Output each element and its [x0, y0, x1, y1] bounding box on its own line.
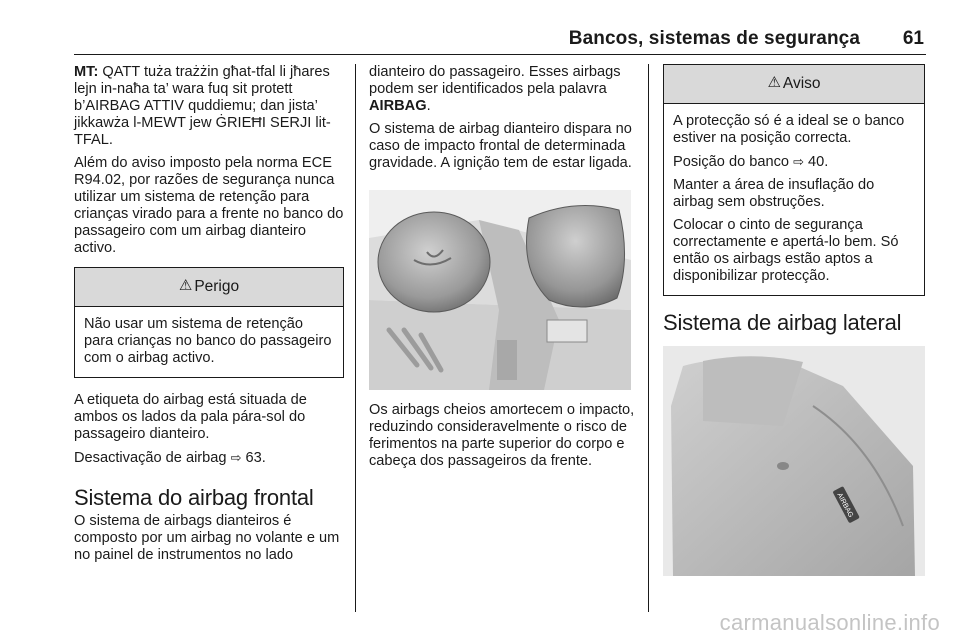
column-divider-right	[648, 64, 649, 612]
notice-box-title: Aviso	[782, 75, 821, 92]
seat-position-page-link[interactable]: 40.	[808, 154, 829, 170]
deactivation-text: Desactivação de airbag	[74, 450, 231, 466]
airbag-word: AIRBAG	[369, 98, 427, 114]
notice-box-header	[664, 65, 924, 104]
danger-box-header	[75, 268, 343, 307]
deactivation-paragraph	[74, 449, 344, 467]
notice-seat-position	[673, 153, 916, 171]
danger-box	[74, 267, 344, 378]
seat-button	[777, 462, 789, 470]
airbag-trigger-paragraph: O sistema de airbag dianteiro dispara no caso de impacto frontal de determinada gravidade. A ignição tem de estar ligada.	[369, 121, 632, 171]
ece-paragraph: Além do aviso imposto pela norma ECE R94.02, por razões de segurança nunca utilizar um sistema de retenção para crianças virado para a frente no banco do passageiro com um airbag dianteiro activo.	[74, 155, 344, 256]
page-header-title: Bancos, sistemas de segurança	[568, 28, 860, 49]
page-ref-arrow-icon: ⇨	[230, 450, 242, 465]
airbag-cushion-paragraph: Os airbags cheios amortecem o impacto, reduzindo consideravelmente o risco de ferimentos na parte superior do corpo e cabeça dos passageiros da frente.	[369, 402, 635, 469]
warning-triangle-icon: ⚠	[767, 74, 781, 91]
danger-box-body	[75, 307, 343, 377]
airbag-identification-text: dianteiro do passageiro. Esses airbags podem ser identificados pela palavra	[369, 64, 621, 97]
warning-triangle-icon: ⚠	[178, 277, 193, 294]
notice-seat-belt: Colocar o cinto de segurança correctamente e apertá-lo bem. Só então os airbags estão aptos a disponibilizar protecção.	[673, 217, 899, 284]
airbag-identification-paragraph	[369, 64, 637, 115]
side-airbag-tag-label: AIRBAG	[835, 492, 855, 519]
gear-lever	[497, 340, 517, 380]
mt-warning-paragraph	[74, 64, 344, 149]
page-number: 61	[902, 28, 924, 49]
notice-protection-text: A protecção só é a ideal se o banco estiver na posição correcta.	[673, 113, 905, 146]
airbag-identification-suffix: .	[426, 98, 431, 114]
airbag-label-paragraph: A etiqueta do airbag está situada de ambos os lados da pala pára-sol do passageiro dianteiro.	[74, 392, 307, 442]
column-middle	[369, 64, 637, 476]
column-right	[663, 64, 925, 588]
danger-box-text: Não usar um sistema de retenção para crianças no banco do passageiro com o airbag activo.	[84, 316, 332, 366]
header-rule	[74, 54, 926, 55]
deactivation-page-link[interactable]: 63.	[245, 450, 266, 466]
frontal-airbag-intro: O sistema de airbags dianteiros é composto por um airbag no volante e um no painel de instrumentos no lado	[74, 513, 340, 563]
mt-text: QATT tuża trażżin għat-tfal li jħares lejn in-naħa ta’ wara fuq sit protett b’AIRBAG ATTIV quddiemu; dan jista’ jikkawża l-MEWT jew ĠRIEĦI SERJI lit-TFAL.	[74, 64, 331, 148]
console-panel	[547, 320, 587, 342]
column-left	[74, 64, 344, 570]
column-divider-left	[355, 64, 356, 612]
frontal-airbag-heading: Sistema do airbag frontal	[74, 485, 314, 510]
notice-box	[663, 64, 925, 296]
danger-box-title: Perigo	[194, 278, 240, 295]
page-ref-arrow-icon: ⇨	[793, 154, 804, 169]
footer-watermark: carmanualsonline.info	[719, 610, 940, 635]
front-airbag-illustration	[369, 190, 631, 390]
notice-box-body	[664, 104, 924, 295]
mt-label: MT:	[74, 64, 99, 80]
side-airbag-seat-illustration	[663, 346, 925, 576]
notice-seat-position-text: Posição do banco	[673, 154, 794, 170]
steering-wheel-airbag	[378, 212, 490, 312]
notice-inflation-area: Manter a área de insuflação do airbag sem obstruções.	[673, 177, 875, 210]
side-airbag-heading: Sistema de airbag lateral	[663, 310, 902, 335]
